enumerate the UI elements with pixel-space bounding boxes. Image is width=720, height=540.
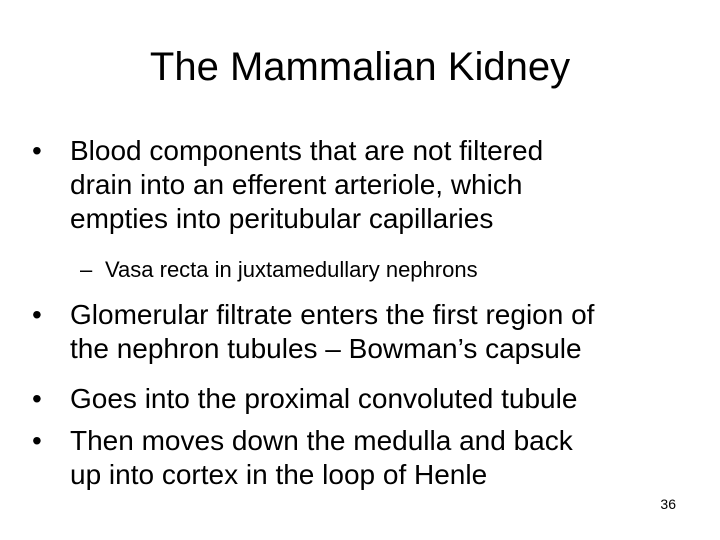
bullet-blood-components <box>32 134 692 236</box>
bullet-line: empties into peritubular capillaries <box>70 203 494 234</box>
bullet-line: drain into an efferent arteriole, which <box>70 169 523 200</box>
bullet-line: Blood components that are not filtered <box>70 135 544 166</box>
bullet-line: up into cortex in the loop of Henle <box>70 459 488 490</box>
bullet-line: Goes into the proximal convoluted tubule <box>70 383 578 414</box>
bullet-line: Then moves down the medulla and back <box>70 425 573 456</box>
bullet-line: Glomerular filtrate enters the first region of <box>70 299 595 330</box>
sub-bullet-text: Vasa recta in juxtamedullary nephrons <box>105 257 478 282</box>
page-number: 36 <box>660 496 676 512</box>
sub-bullet-marker: – <box>80 257 93 282</box>
bullet-glomerular-filtrate <box>32 298 692 366</box>
bullet-marker: • <box>32 383 42 414</box>
bullet-marker: • <box>32 135 42 166</box>
bullet-marker: • <box>32 299 42 330</box>
bullet-line: the nephron tubules – Bowman’s capsule <box>70 333 582 364</box>
bullet-proximal-tubule <box>32 382 692 416</box>
bullet-loop-of-henle <box>32 424 692 492</box>
bullet-marker: • <box>32 425 42 456</box>
sub-bullet-vasa-recta <box>80 256 680 284</box>
slide-title: The Mammalian Kidney <box>149 45 571 89</box>
